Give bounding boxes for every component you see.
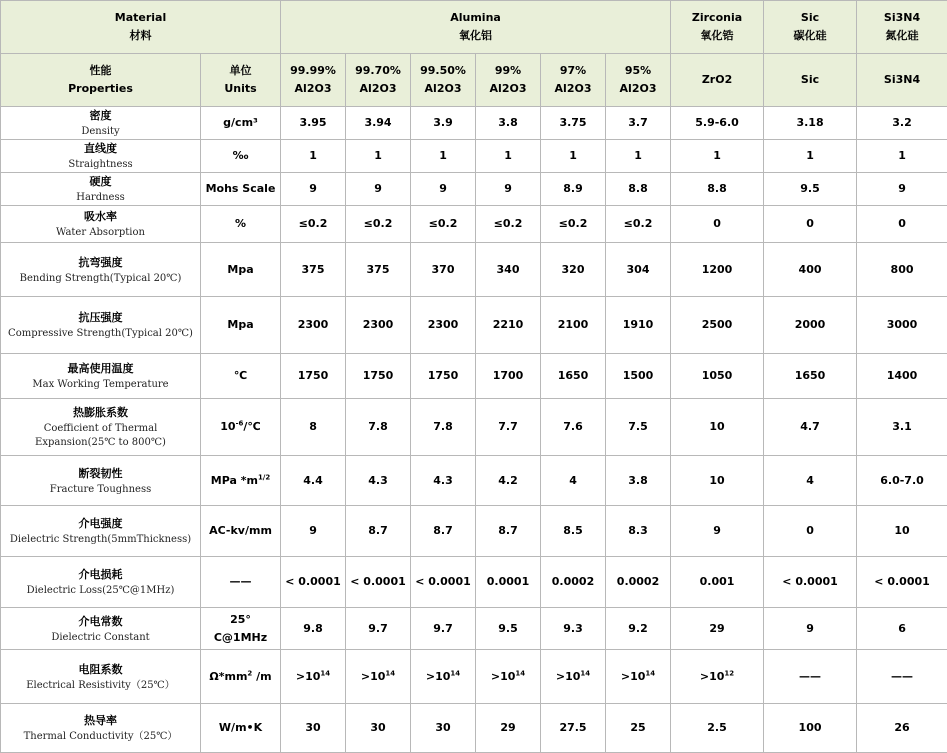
property-cell [1,399,201,456]
table-row [1,456,947,506]
sic-formula-header-cell: Sic [764,54,857,107]
property-cell [1,557,201,608]
property-name-cn: 热导率 [3,712,198,730]
property-name-en: Compressive Strength(Typical 20℃) [3,327,198,341]
value-cell: 1 [606,140,671,173]
value-cell: 3.8 [606,456,671,506]
zirconia-header-cell [671,1,764,54]
value-cell: 1 [346,140,411,173]
value-cell: 30 [281,704,346,753]
unit-tail: /℃ [243,420,260,433]
property-cell [1,297,201,354]
grade-header-cell [346,54,411,107]
value-cell: 3.75 [541,107,606,140]
grade-formula: Al2O3 [608,80,668,98]
value-cell: 8.7 [411,506,476,557]
value-cell: —— [764,650,857,704]
value-cell: 3.95 [281,107,346,140]
value-cell: 9.7 [346,608,411,650]
value-cell: 100 [764,704,857,753]
value-cell: 0 [764,506,857,557]
material-header-row [1,1,947,54]
value-cell: —— [857,650,947,704]
value-cell: 1 [476,140,541,173]
resistivity-base: >10 [621,670,646,683]
si3n4-header-cell [857,1,947,54]
unit-base: Ω*mm [209,670,247,683]
value-cell: 7.8 [411,399,476,456]
value-cell: 26 [857,704,947,753]
value-cell: ≤0.2 [476,206,541,243]
value-cell: ≤0.2 [281,206,346,243]
grade-header-cell [411,54,476,107]
value-cell: 8.9 [541,173,606,206]
grade-pct: 99% [478,62,538,80]
property-name-cn: 介电强度 [3,515,198,533]
property-name-cn: 热膨胀系数 [3,404,198,422]
value-cell: ≤0.2 [606,206,671,243]
sic-label-en: Sic [766,9,854,27]
value-cell: 2210 [476,297,541,354]
value-cell: 29 [671,608,764,650]
property-cell [1,206,201,243]
value-cell: 0.001 [671,557,764,608]
value-cell: 0.0002 [541,557,606,608]
value-cell: 2300 [346,297,411,354]
property-name-en: Dielectric Constant [3,631,198,645]
grade-header-cell [541,54,606,107]
value-cell: 1750 [281,354,346,399]
property-cell [1,456,201,506]
resistivity-exponent: 14 [580,669,590,677]
value-cell: 9 [764,608,857,650]
units-label-en: Units [203,80,278,98]
property-cell [1,608,201,650]
resistivity-exponent: 14 [385,669,395,677]
value-cell: 2.5 [671,704,764,753]
sic-header-cell [764,1,857,54]
value-cell [476,650,541,704]
value-cell: 2300 [411,297,476,354]
value-cell: < 0.0001 [764,557,857,608]
grade-pct: 99.99% [283,62,343,80]
property-name-en: Water Absorption [3,226,198,240]
property-name-cn: 密度 [3,107,198,125]
resistivity-base: >10 [426,670,451,683]
resistivity-exponent: 14 [450,669,460,677]
unit-cell: Mpa [201,297,281,354]
alumina-label-cn: 氧化铝 [283,27,668,45]
table-row [1,243,947,297]
resistivity-base: >10 [491,670,516,683]
value-cell: 8.7 [476,506,541,557]
value-cell: 1750 [346,354,411,399]
value-cell: 4.3 [411,456,476,506]
unit-cell: g/cm³ [201,107,281,140]
value-cell: 9.8 [281,608,346,650]
value-cell: 1910 [606,297,671,354]
value-cell: ≤0.2 [346,206,411,243]
grade-formula: Al2O3 [478,80,538,98]
table-row [1,608,947,650]
value-cell: 2500 [671,297,764,354]
value-cell: 0.0002 [606,557,671,608]
alumina-label-en: Alumina [283,9,668,27]
value-cell: 0 [764,206,857,243]
value-cell: < 0.0001 [281,557,346,608]
properties-label-cn: 性能 [3,62,198,80]
table-row [1,173,947,206]
value-cell: 9 [281,506,346,557]
value-cell: 8.8 [606,173,671,206]
value-cell: 8.8 [671,173,764,206]
table-row [1,506,947,557]
resistivity-base: >10 [556,670,581,683]
value-cell: 7.5 [606,399,671,456]
resistivity-exponent: 14 [645,669,655,677]
value-cell: 4.3 [346,456,411,506]
grade-pct: 99.50% [413,62,473,80]
value-cell: 3.1 [857,399,947,456]
unit-cell: Mohs Scale [201,173,281,206]
property-name-cn: 吸水率 [3,208,198,226]
value-cell: < 0.0001 [411,557,476,608]
value-cell: 2300 [281,297,346,354]
unit-cell: % [201,206,281,243]
value-cell: 3.94 [346,107,411,140]
value-cell: 340 [476,243,541,297]
value-cell [411,650,476,704]
value-cell: 4.4 [281,456,346,506]
alumina-header-cell [281,1,671,54]
value-cell: 4.7 [764,399,857,456]
unit-cell [201,456,281,506]
value-cell: 5.9-6.0 [671,107,764,140]
value-cell: < 0.0001 [857,557,947,608]
value-cell: 8.7 [346,506,411,557]
property-name-en: Straightness [3,158,198,172]
value-cell: 29 [476,704,541,753]
property-name-cn: 直线度 [3,140,198,158]
unit-cell: ℃ [201,354,281,399]
value-cell: 7.7 [476,399,541,456]
value-cell: 1200 [671,243,764,297]
value-cell: 1 [764,140,857,173]
value-cell: 3.2 [857,107,947,140]
property-name-en: Bending Strength(Typical 20℃) [3,272,198,286]
value-cell: 9 [857,173,947,206]
grade-pct: 97% [543,62,603,80]
property-cell [1,140,201,173]
grade-header-row [1,54,947,107]
value-cell: 8.5 [541,506,606,557]
property-cell [1,650,201,704]
grade-formula: Al2O3 [348,80,408,98]
property-name-en: Density [3,125,198,139]
grade-formula: Al2O3 [283,80,343,98]
value-cell: 10 [857,506,947,557]
property-cell [1,243,201,297]
value-cell: 4 [541,456,606,506]
value-cell: 0 [671,206,764,243]
value-cell: 1050 [671,354,764,399]
zirconia-label-en: Zirconia [673,9,761,27]
zirconia-label-cn: 氧化锆 [673,27,761,45]
value-cell: 1650 [541,354,606,399]
value-cell: ≤0.2 [541,206,606,243]
unit-base: 10 [220,420,235,433]
table-row [1,399,947,456]
value-cell: 400 [764,243,857,297]
si3n4-label-en: Si3N4 [859,9,945,27]
property-cell [1,506,201,557]
property-name-cn: 抗压强度 [3,309,198,327]
si3n4-label-cn: 氮化硅 [859,27,945,45]
value-cell: 375 [281,243,346,297]
value-cell [281,650,346,704]
material-label-en: Material [3,9,278,27]
value-cell [671,650,764,704]
value-cell: 2000 [764,297,857,354]
property-name-cn: 介电常数 [3,613,198,631]
unit-superscript: 1/2 [258,473,270,481]
value-cell [606,650,671,704]
value-cell: 0 [857,206,947,243]
si3n4-formula-header-cell: Si3N4 [857,54,947,107]
grade-formula: Al2O3 [543,80,603,98]
value-cell: 9 [411,173,476,206]
table-row [1,140,947,173]
grade-header-cell [476,54,541,107]
unit-tail: /m [252,670,271,683]
grade-header-cell [606,54,671,107]
value-cell: 3000 [857,297,947,354]
table-row [1,557,947,608]
resistivity-base: >10 [700,670,725,683]
value-cell: 1750 [411,354,476,399]
value-cell: 800 [857,243,947,297]
value-cell: 375 [346,243,411,297]
properties-header-cell [1,54,201,107]
value-cell: ≤0.2 [411,206,476,243]
table-row [1,650,947,704]
material-header-cell [1,1,281,54]
value-cell: 10 [671,456,764,506]
unit-superscript: -6 [236,419,244,427]
value-cell [346,650,411,704]
property-cell [1,354,201,399]
value-cell: 9.5 [764,173,857,206]
unit-cell: ‰ [201,140,281,173]
property-name-cn: 硬度 [3,173,198,191]
value-cell [541,650,606,704]
zro2-header-cell: ZrO2 [671,54,764,107]
value-cell: 1 [671,140,764,173]
unit-superscript: 2 [247,669,252,677]
value-cell: 9.3 [541,608,606,650]
value-cell: 370 [411,243,476,297]
table-row [1,206,947,243]
property-cell [1,173,201,206]
grade-header-cell [281,54,346,107]
value-cell: 1 [857,140,947,173]
resistivity-exponent: 14 [320,669,330,677]
value-cell: 30 [411,704,476,753]
value-cell: 30 [346,704,411,753]
value-cell: 1 [411,140,476,173]
value-cell: 9 [671,506,764,557]
value-cell: 27.5 [541,704,606,753]
unit-cell: W/m•K [201,704,281,753]
unit-cell [201,650,281,704]
unit-cell [201,399,281,456]
value-cell: 7.8 [346,399,411,456]
value-cell: 3.9 [411,107,476,140]
value-cell: 304 [606,243,671,297]
value-cell: 6 [857,608,947,650]
property-name-en: Thermal Conductivity（25℃） [3,730,198,744]
value-cell: 6.0-7.0 [857,456,947,506]
value-cell: 1 [541,140,606,173]
value-cell: 4.2 [476,456,541,506]
value-cell: 3.18 [764,107,857,140]
property-cell [1,704,201,753]
value-cell: 320 [541,243,606,297]
value-cell: 9 [281,173,346,206]
property-name-en: Electrical Resistivity（25℃） [3,679,198,693]
property-name-en: Coefficient of Thermal Expansion(25℃ to 800℃) [3,422,198,450]
property-name-cn: 抗弯强度 [3,254,198,272]
table-row [1,704,947,753]
unit-cell: 25° C@1MHz [201,608,281,650]
value-cell: < 0.0001 [346,557,411,608]
value-cell: 9.2 [606,608,671,650]
sic-label-cn: 碳化硅 [766,27,854,45]
grade-formula: Al2O3 [413,80,473,98]
value-cell: 25 [606,704,671,753]
value-cell: 1650 [764,354,857,399]
resistivity-exponent: 12 [724,669,734,677]
resistivity-base: >10 [361,670,386,683]
units-label-cn: 单位 [203,62,278,80]
table-row [1,297,947,354]
property-cell [1,107,201,140]
unit-cell: AC-kv/mm [201,506,281,557]
grade-pct: 99.70% [348,62,408,80]
value-cell: 9 [346,173,411,206]
value-cell: 3.7 [606,107,671,140]
unit-base: MPa *m [211,474,258,487]
property-name-en: Max Working Temperature [3,378,198,392]
units-header-cell [201,54,281,107]
value-cell: 1500 [606,354,671,399]
value-cell: 1400 [857,354,947,399]
grade-pct: 95% [608,62,668,80]
table-row [1,107,947,140]
property-name-en: Dielectric Loss(25℃@1MHz) [3,584,198,598]
value-cell: 0.0001 [476,557,541,608]
value-cell: 3.8 [476,107,541,140]
property-name-cn: 断裂韧性 [3,465,198,483]
property-name-cn: 最高使用温度 [3,360,198,378]
value-cell: 4 [764,456,857,506]
value-cell: 9.7 [411,608,476,650]
value-cell: 1 [281,140,346,173]
value-cell: 8.3 [606,506,671,557]
property-name-en: Fracture Toughness [3,483,198,497]
unit-cell: Mpa [201,243,281,297]
unit-cell: —— [201,557,281,608]
property-name-en: Hardness [3,191,198,205]
value-cell: 7.6 [541,399,606,456]
material-label-cn: 材料 [3,27,278,45]
table-row [1,354,947,399]
resistivity-base: >10 [296,670,321,683]
value-cell: 8 [281,399,346,456]
value-cell: 9.5 [476,608,541,650]
property-name-cn: 介电损耗 [3,566,198,584]
property-name-cn: 电阻系数 [3,661,198,679]
value-cell: 2100 [541,297,606,354]
value-cell: 1700 [476,354,541,399]
value-cell: 10 [671,399,764,456]
value-cell: 9 [476,173,541,206]
property-name-en: Dielectric Strength(5mmThickness) [3,533,198,547]
properties-label-en: Properties [3,80,198,98]
resistivity-exponent: 14 [515,669,525,677]
